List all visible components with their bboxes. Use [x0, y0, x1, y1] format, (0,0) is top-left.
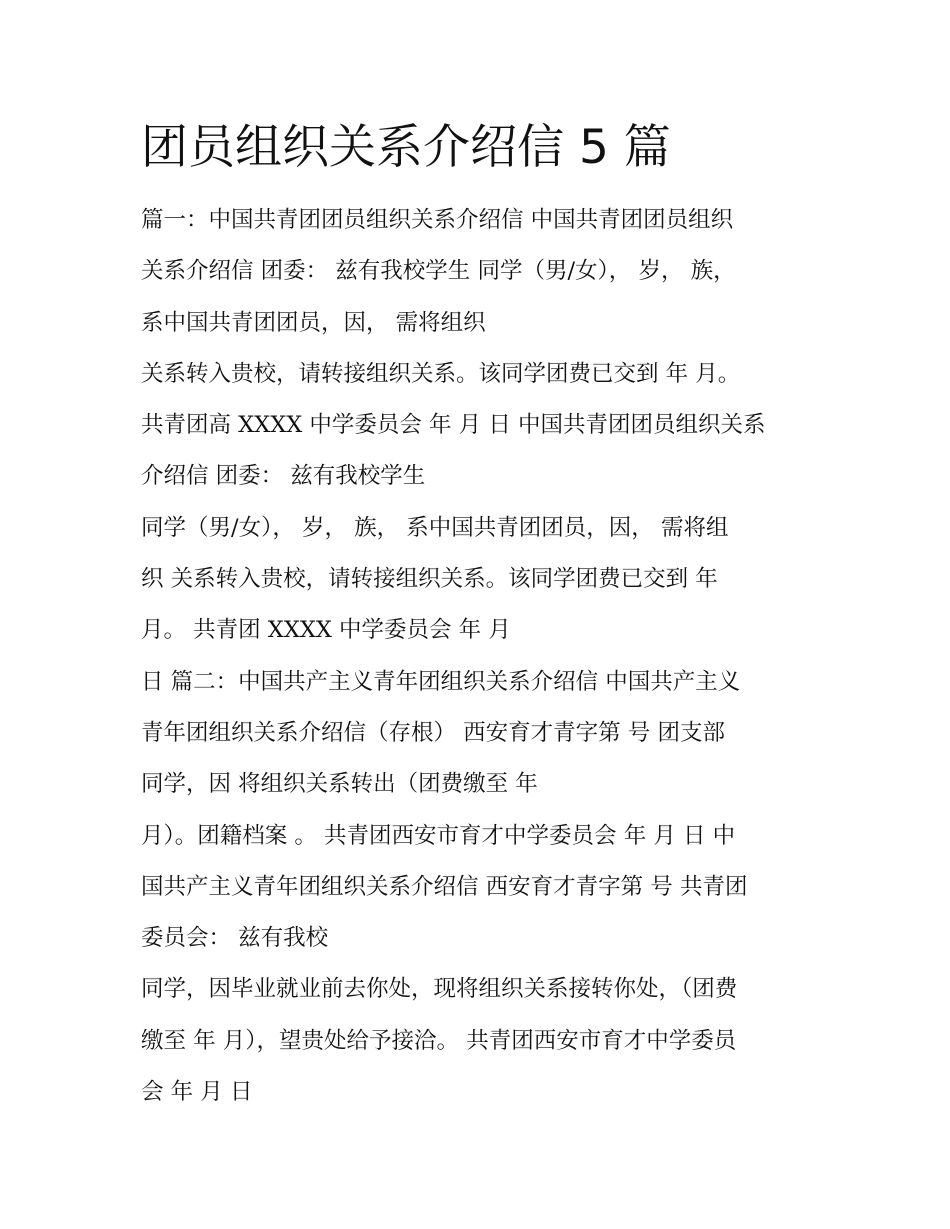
- body-line: 同学（男/女）， 岁， 族， 系中国共青团团员，因， 需将组: [141, 514, 729, 541]
- body-line: 织 关系转入贵校，请转接组织关系。该同学团费已交到 年: [141, 566, 718, 593]
- body-line: 月）。团籍档案 。 共青团西安市育才中学委员会 年 月 日 中: [141, 822, 736, 849]
- body-line: 缴至 年 月），望贵处给予接洽。 共青团西安市育才中学委员: [141, 1027, 737, 1054]
- body-line: 青年团组织关系介绍信（存根） 西安育才青字第 号 团支部: [141, 719, 725, 746]
- body-line: 共青团高 XXXX 中学委员会 年 月 日 中国共青团团员组织关系: [141, 412, 766, 439]
- body-line: 日 篇二：中国共产主义青年团组织关系介绍信 中国共产主义: [141, 668, 741, 695]
- body-line: 同学，因毕业就业前去你处，现将组织关系接转你处，（团费: [141, 976, 738, 1003]
- body-line: 介绍信 团委： 兹有我校学生: [141, 463, 426, 490]
- body-line: 会 年 月 日: [141, 1079, 253, 1106]
- body-line: 月。 共青团 XXXX 中学委员会 年 月: [141, 617, 511, 644]
- body-line: 关系转入贵校，请转接组织关系。该同学团费已交到 年 月。: [141, 360, 741, 387]
- body-line: 同学，因 将组织关系转出（团费缴至 年: [141, 771, 538, 798]
- document-body: [141, 195, 821, 1118]
- body-line: 国共产主义青年团组织关系介绍信 西安育才青字第 号 共青团: [141, 873, 748, 900]
- body-line: 关系介绍信 团委： 兹有我校学生 同学（男/女）， 岁， 族，: [141, 258, 736, 285]
- document-title: 团员组织关系介绍信 5 篇: [141, 120, 671, 175]
- body-line: 系中国共青团团员，因， 需将组织: [141, 309, 486, 336]
- body-line: 篇一：中国共青团团员组织关系介绍信 中国共青团团员组织: [141, 207, 734, 233]
- body-line: 委员会： 兹有我校: [141, 925, 329, 952]
